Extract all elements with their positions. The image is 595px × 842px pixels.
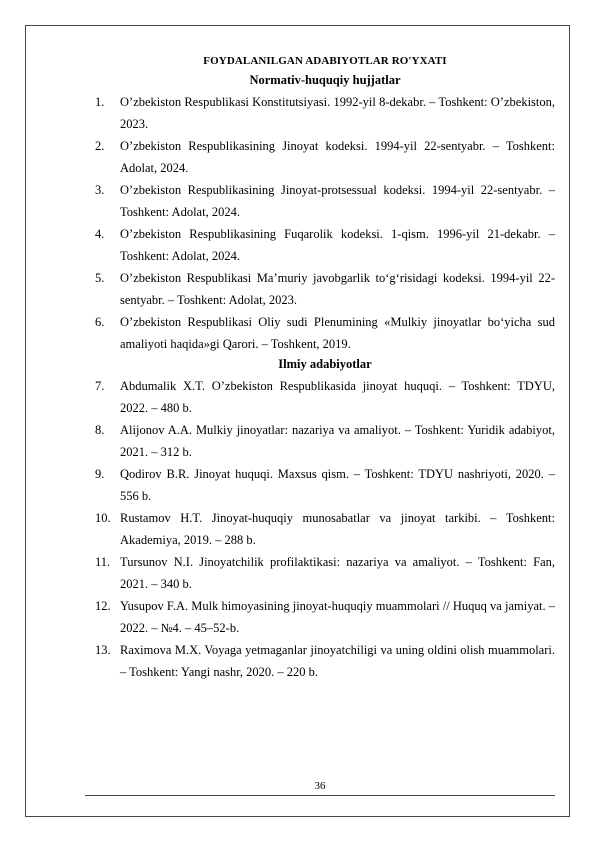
reference-number: 10. — [95, 511, 111, 525]
reference-item — [95, 639, 555, 683]
reference-text: O’zbekiston Respublikasining Jinoyat-protsessual kodeksi. 1994-yil 22-sentyabr. – Toshkent: Adolat, 2024. — [120, 183, 555, 219]
reference-item — [95, 179, 555, 223]
reference-text: Abdumalik X.T. O’zbekiston Respublikasida jinoyat huquqi. – Toshkent: TDYU, 2022. – 480 b. — [120, 379, 555, 415]
reference-text: Alijonov A.A. Mulkiy jinoyatlar: nazariya va amaliyot. – Toshkent: Yuridik adabiyot, 2021. – 312 b. — [120, 423, 555, 459]
reference-item — [95, 419, 555, 463]
reference-item — [95, 551, 555, 595]
section-heading: Ilmiy adabiyotlar — [278, 357, 372, 371]
section-heading: Normativ-huquqiy hujjatlar — [249, 73, 401, 87]
reference-number: 9. — [95, 467, 105, 481]
section-normative — [95, 73, 555, 355]
reference-text: Tursunov N.I. Jinoyatchilik profilaktikasi: nazariya va amaliyot. – Toshkent: Fan, 2021. – 340 b. — [120, 555, 555, 591]
reference-list — [95, 91, 555, 355]
reference-number: 4. — [95, 227, 105, 241]
reference-item — [95, 223, 555, 267]
reference-number: 13. — [95, 643, 111, 657]
reference-item — [95, 267, 555, 311]
reference-item — [95, 507, 555, 551]
reference-text: Qodirov B.R. Jinoyat huquqi. Maxsus qism. – Toshkent: TDYU nashriyoti, 2020. – 556 b. — [120, 467, 555, 503]
reference-number: 11. — [95, 555, 111, 569]
reference-text: O’zbekiston Respublikasining Jinoyat kodeksi. 1994-yil 22-sentyabr. – Toshkent: Adolat, 2024. — [120, 139, 555, 175]
reference-number: 12. — [95, 599, 111, 613]
reference-item — [95, 375, 555, 419]
page-footer — [85, 780, 555, 796]
reference-text: O’zbekiston Respublikasi Oliy sudi Plenumining «Mulkiy jinoyatlar bo‘yicha sud amaliyoti haqida»gi Qarori. – Toshkent, 2019. — [120, 315, 555, 351]
reference-text: Raximova M.X. Voyaga yetmaganlar jinoyatchiligi va uning oldini olish muammolari. – Toshkent: Yangi nashr, 2020. – 220 b. — [120, 643, 555, 679]
section-scientific — [95, 357, 555, 683]
reference-number: 3. — [95, 183, 105, 197]
reference-item — [95, 463, 555, 507]
reference-text: Yusupov F.A. Mulk himoyasining jinoyat-huquqiy muammolari // Huquq va jamiyat. – 2022. – №4. – 45–52-b. — [120, 599, 555, 635]
reference-item — [95, 595, 555, 639]
reference-number: 2. — [95, 139, 105, 153]
page-number: 36 — [314, 780, 326, 792]
page-title: FOYDALANILGAN ADABIYOTLAR RO'YXATI — [203, 55, 447, 67]
reference-text: O’zbekiston Respublikasi Konstitutsiyasi. 1992-yil 8-dekabr. – Toshkent: O’zbekiston, 2023. — [120, 95, 555, 131]
reference-list — [95, 375, 555, 683]
reference-number: 6. — [95, 315, 105, 329]
reference-text: O’zbekiston Respublikasining Fuqarolik kodeksi. 1-qism. 1996-yil 21-dekabr. – Toshkent: Adolat, 2024. — [120, 227, 555, 263]
bibliography — [95, 55, 555, 683]
reference-text: O’zbekiston Respublikasi Ma’muriy javobgarlik to‘g‘risidagi kodeksi. 1994-yil 22-sentyabr. – Toshkent: Adolat, 2023. — [120, 271, 555, 307]
reference-number: 7. — [95, 379, 105, 393]
reference-text: Rustamov H.T. Jinoyat-huquqiy munosabatlar va jinoyat tarkibi. – Toshkent: Akademiya, 2019. – 288 b. — [120, 511, 555, 547]
reference-number: 8. — [95, 423, 105, 437]
reference-number: 1. — [95, 95, 105, 109]
reference-item — [95, 135, 555, 179]
reference-item — [95, 311, 555, 355]
reference-number: 5. — [95, 271, 105, 285]
reference-item — [95, 91, 555, 135]
